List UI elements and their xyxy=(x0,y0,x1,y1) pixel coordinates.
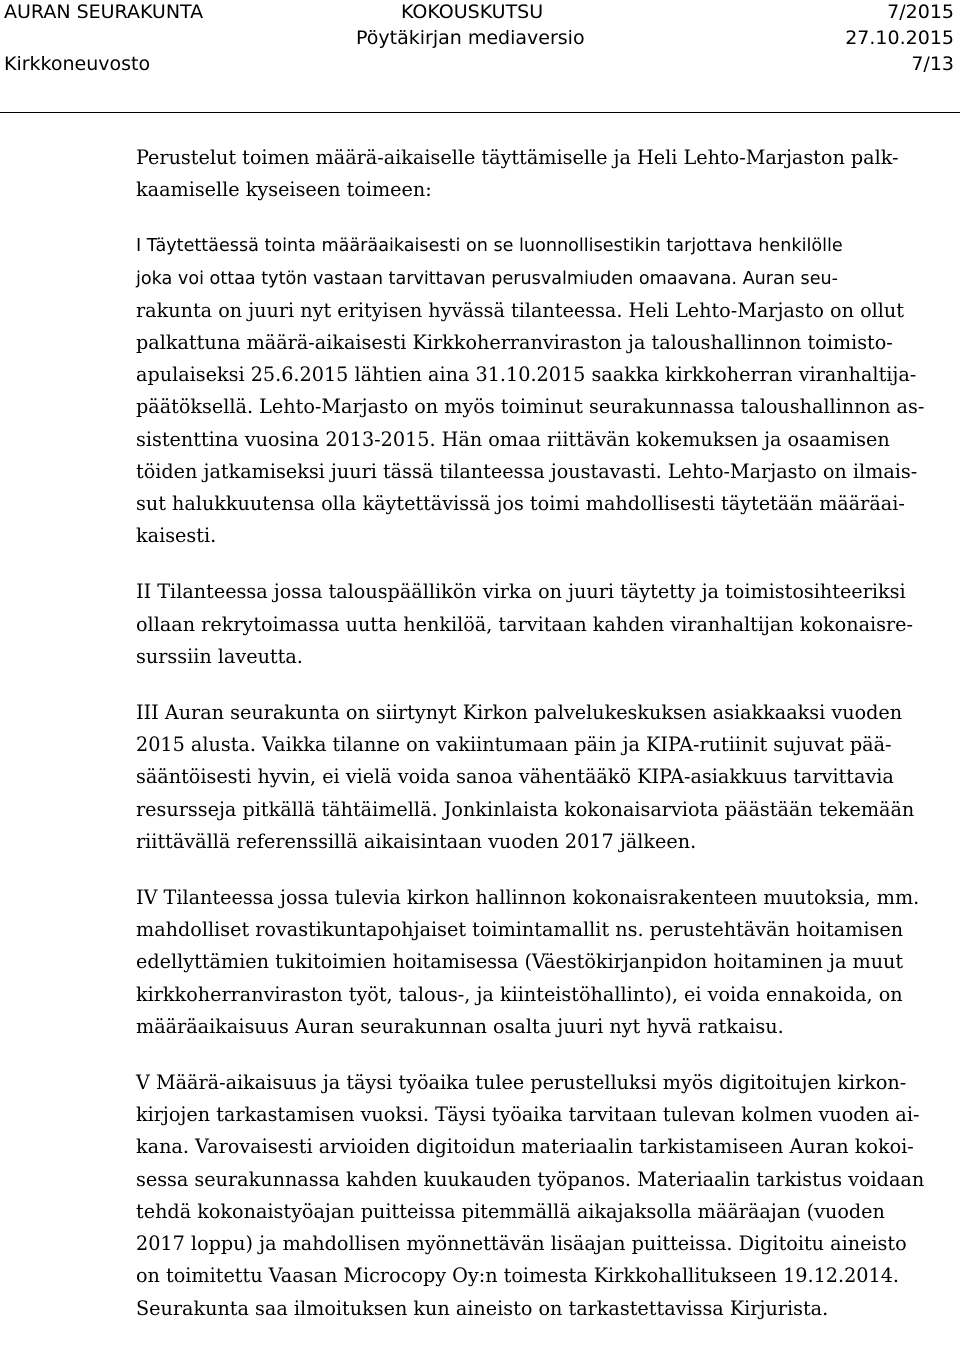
paragraph-v xyxy=(136,1067,944,1325)
text-line: rakunta on juuri nyt erityisen hyvässä tilanteessa. Heli Lehto-Marjasto on ollut xyxy=(136,298,904,322)
doc-version: Pöytäkirjan mediaversio xyxy=(356,27,585,49)
text-line: I Täytettäessä tointa määräaikaisesti on se luonnollisestikin tarjottava henkilölle xyxy=(136,236,843,257)
text-line: riittävällä referenssillä aikaisintaan vuoden 2017 jälkeen. xyxy=(136,829,697,853)
text-line: päätöksellä. Lehto-Marjasto on myös toiminut seurakunnassa taloushallinnon as- xyxy=(136,395,925,419)
page-header xyxy=(0,0,960,113)
document-body xyxy=(136,142,944,1349)
meeting-date: 27.10.2015 xyxy=(845,27,954,49)
text-line: II Tilanteessa jossa talouspäällikön virka on juuri täytetty ja toimistosihteeriksi xyxy=(136,580,906,604)
text-line: III Auran seurakunta on siirtynyt Kirkon palvelukeskuksen asiakkaaksi vuoden xyxy=(136,701,903,725)
text-line: resursseja pitkällä tähtäimellä. Jonkinlaista kokonaisarviota päästään tekemään xyxy=(136,797,915,821)
text-line: ollaan rekrytoimassa uutta henkilöä, tarvitaan kahden viranhaltijan kokonaisre- xyxy=(136,612,914,636)
text-line: edellyttämien tukitoimien hoitamisessa (Väestökirjanpidon hoitaminen ja muut xyxy=(136,950,904,974)
text-line: Seurakunta saa ilmoituksen kun aineisto on tarkastettavissa Kirjurista. xyxy=(136,1296,829,1320)
meeting-number: 7/2015 xyxy=(887,1,954,23)
text-line: tehdä kokonaistyöajan puitteissa pitemmällä aikajaksolla määräajan (vuoden xyxy=(136,1199,885,1223)
text-line: palkattuna määrä-aikaisesti Kirkkoherranviraston ja taloushallinnon toimisto- xyxy=(136,331,893,355)
text-line: IV Tilanteessa jossa tulevia kirkon hallinnon kokonaisrakenteen muutoksia, mm. xyxy=(136,886,920,910)
org-name: AURAN SEURAKUNTA xyxy=(4,1,204,23)
text-line: määräaikaisuus Auran seurakunnan osalta juuri nyt hyvä ratkaisu. xyxy=(136,1014,784,1038)
text-line: töiden jatkamiseksi juuri tässä tilanteessa joustavasti. Lehto-Marjasto on ilmais- xyxy=(136,459,918,483)
text-line: kirjojen tarkastamisen vuoksi. Täysi työaika tarvitaan tulevan kolmen vuoden ai- xyxy=(136,1103,920,1127)
text-line: V Määrä-aikaisuus ja täysi työaika tulee perustelluksi myös digitoitujen kirkon- xyxy=(136,1071,907,1095)
text-line: mahdolliset rovastikuntapohjaiset toimintamallit ns. perustehtävän hoitamisen xyxy=(136,918,904,942)
governing-body: Kirkkoneuvosto xyxy=(4,53,151,75)
text-line: joka voi ottaa tytön vastaan tarvittavan perusvalmiuden omaavana. Auran seu- xyxy=(136,268,839,289)
text-line: kana. Varovaisesti arvioiden digitoidun materiaalin tarkistamiseen Auran kokoi- xyxy=(136,1135,914,1159)
text-line: kaisesti. xyxy=(136,524,217,548)
text-line: 2015 alusta. Vaikka tilanne on vakiintumaan päin ja KIPA-rutiinit sujuvat pää- xyxy=(136,733,892,757)
text-line: Perustelut toimen määrä-aikaiselle täyttämiselle ja Heli Lehto-Marjaston palk- xyxy=(136,146,899,169)
text-line: sut halukkuutensa olla käytettävissä jos toimi mahdollisesti täytetään määräai- xyxy=(136,492,905,516)
paragraph-ii xyxy=(136,576,944,673)
text-line: sääntöisesti hyvin, ei vielä voida sanoa vähentääkö KIPA-asiakkuus tarvittavia xyxy=(136,765,894,789)
paragraph-iv xyxy=(136,882,944,1043)
page-number: 7/13 xyxy=(911,53,954,75)
text-line: 2017 loppu) ja mahdollisen myönnettävän lisäajan puitteissa. Digitoitu aineisto xyxy=(136,1232,907,1256)
text-line: kirkkoherranviraston työt, talous-, ja kiinteistöhallinto), ei voida ennakoida, on xyxy=(136,982,903,1006)
doc-type: KOKOUSKUTSU xyxy=(401,1,544,23)
paragraph-iii xyxy=(136,697,944,858)
text-line: kaamiselle kyseiseen toimeen: xyxy=(136,178,432,202)
text-line: apulaiseksi 25.6.2015 lähtien aina 31.10.2015 saakka kirkkoherran viranhaltija- xyxy=(136,363,917,387)
text-line: surssiin laveutta. xyxy=(136,644,303,668)
paragraph-i xyxy=(136,230,944,552)
text-line: sistenttina vuosina 2013-2015. Hän omaa riittävän kokemuksen ja osaamisen xyxy=(136,427,890,451)
text-line: sessa seurakunnassa kahden kuukauden työpanos. Materiaalin tarkistus voidaan xyxy=(136,1167,925,1191)
paragraph-intro xyxy=(136,142,944,206)
text-line: on toimitettu Vaasan Microcopy Oy:n toimesta Kirkkohallitukseen 19.12.2014. xyxy=(136,1264,900,1288)
